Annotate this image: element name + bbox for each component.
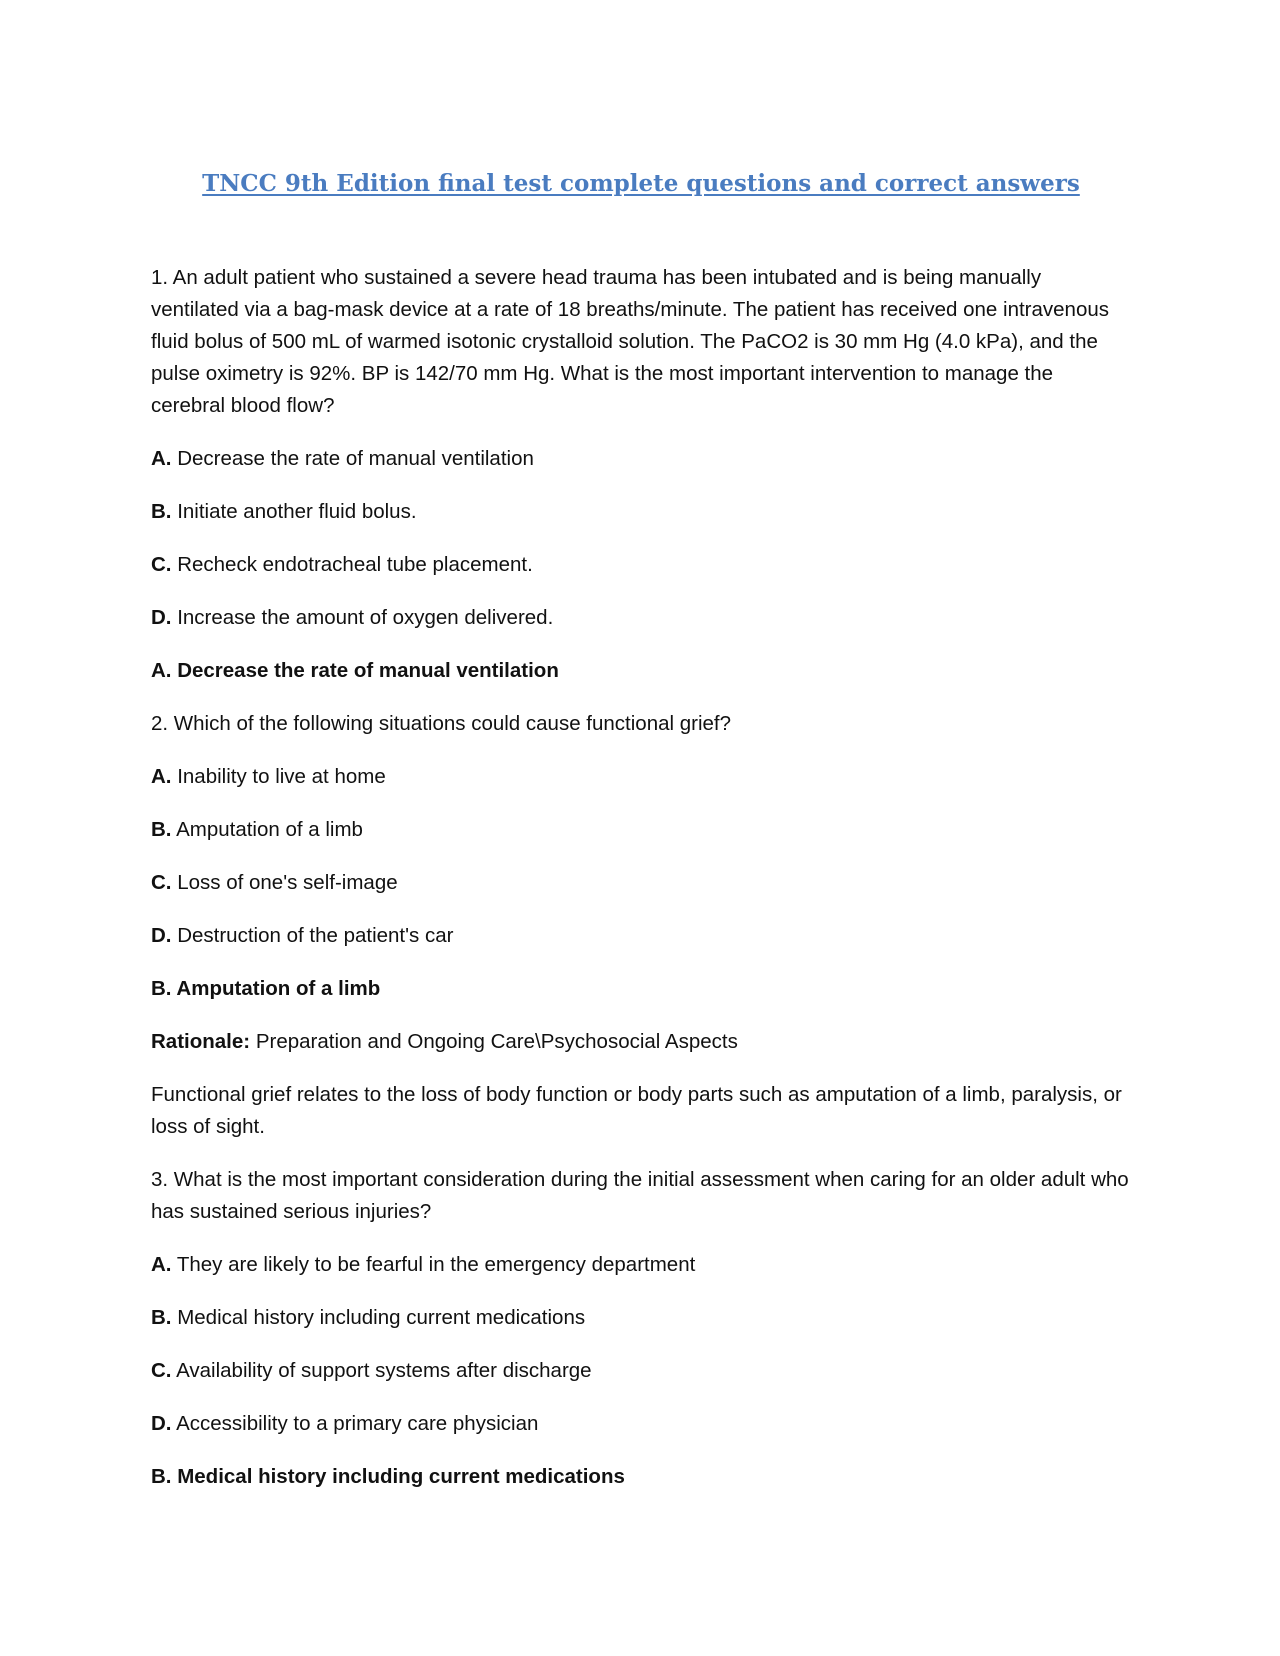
option-letter: B. <box>151 500 172 523</box>
question-stem: 3. What is the most important consideration during the initial assessment when caring for an older adult who has sustained serious injuries? <box>151 1168 1129 1223</box>
option-letter: A. <box>151 765 172 788</box>
option-letter: C. <box>151 871 172 894</box>
rationale-label: Rationale: <box>151 1030 251 1053</box>
question-stem: 2. Which of the following situations could cause functional grief? <box>151 712 732 735</box>
question-stem: 1. An adult patient who sustained a severe head trauma has been intubated and is being manually ventilated via a bag-mask device at a rate of 18 breaths/minute. The patient has received one intravenous fluid bolus of 500 mL of warmed isotonic crystalloid solution. The PaCO2 is 30 mm Hg (4.0 kPa), and the pulse oximetry is 92%. BP is 142/70 mm Hg. What is the most important intervention to manage the cerebral blood flow? <box>151 266 1110 417</box>
rationale <box>151 1026 1131 1058</box>
option-letter: B. <box>151 818 172 841</box>
option-letter: A. <box>151 1253 172 1276</box>
option-text: Increase the amount of oxygen delivered. <box>177 606 554 629</box>
rationale-topic: Preparation and Ongoing Care\Psychosocial Aspects <box>255 1030 738 1053</box>
answer-option <box>151 1408 1131 1440</box>
option-letter: D. <box>151 924 172 947</box>
option-text: They are likely to be fearful in the emergency department <box>176 1253 696 1276</box>
option-letter: C. <box>151 1359 172 1382</box>
answer-option <box>151 443 1131 475</box>
option-text: Availability of support systems after discharge <box>176 1359 592 1382</box>
rationale-text: Functional grief relates to the loss of body function or body parts such as amputation of a limb, paralysis, or loss of sight. <box>151 1083 1122 1138</box>
option-letter: B. <box>151 1306 172 1329</box>
answer-option <box>151 1302 1131 1334</box>
option-letter: D. <box>151 606 172 629</box>
correct-answer: B. Medical history including current medications <box>151 1465 625 1488</box>
option-letter: D. <box>151 1412 172 1435</box>
option-letter: C. <box>151 553 172 576</box>
option-text: Decrease the rate of manual ventilation <box>177 447 534 470</box>
option-text: Loss of one's self-image <box>177 871 398 894</box>
option-text: Accessibility to a primary care physician <box>176 1412 539 1435</box>
option-text: Inability to live at home <box>177 765 386 788</box>
answer-option <box>151 496 1131 528</box>
option-text: Amputation of a limb <box>176 818 363 841</box>
option-text: Destruction of the patient's car <box>177 924 454 947</box>
page-title: TNCC 9th Edition final test complete questions and correct answers <box>202 170 1080 197</box>
option-letter: A. <box>151 447 172 470</box>
option-text: Medical history including current medications <box>177 1306 586 1329</box>
answer-option <box>151 814 1131 846</box>
answer-option <box>151 602 1131 634</box>
correct-answer: B. Amputation of a limb <box>151 977 381 1000</box>
answer-option <box>151 1249 1131 1281</box>
answer-option <box>151 920 1131 952</box>
answer-option <box>151 867 1131 899</box>
answer-option <box>151 1355 1131 1387</box>
option-text: Recheck endotracheal tube placement. <box>177 553 533 576</box>
option-text: Initiate another fluid bolus. <box>177 500 417 523</box>
answer-option <box>151 549 1131 581</box>
correct-answer: A. Decrease the rate of manual ventilation <box>151 659 559 682</box>
document-body <box>151 262 1131 1514</box>
answer-option <box>151 761 1131 793</box>
